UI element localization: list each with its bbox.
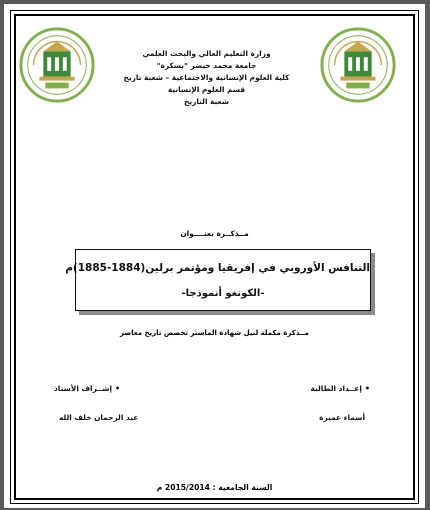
branch-name: شعبة التاريخ (184, 97, 229, 106)
university-logo-right (319, 26, 397, 104)
university-name: جامعة محمد خيضر "بسكرة" (156, 61, 257, 70)
degree-line: مــذكرة مكملة لنيل شهادة الماستر تخصص تاريخ معاصر (120, 329, 309, 337)
university-logo-left (18, 26, 96, 104)
document-page (4, 4, 425, 508)
bullet-icon: • (115, 384, 121, 393)
student-label: •إعــداد الطالبة (310, 384, 370, 393)
thesis-subtitle: -الكونغو أنموذجا- (181, 288, 265, 299)
supervisor-name: عبد الرحمان خلف الله (59, 413, 139, 422)
title-box (65, 249, 371, 311)
memo-label: مــذكــرة بعنــــوان (180, 229, 249, 238)
bullet-icon: • (364, 384, 370, 393)
supervisor-label: •إشــراف الأستاذ (54, 384, 121, 393)
student-name: أسماء عميرة (319, 413, 365, 422)
academic-year: السنة الجامعية : 2015/2014 م (156, 483, 273, 492)
faculty-name: كلية العلوم الإنسانية والاجتماعية – شعبة تاريخ (123, 73, 290, 82)
thesis-title-text: التنافس الأوروبي في إفريقيا ومؤتمر برلين (145, 262, 370, 274)
ministry-name: وزارة التعليم العالي والبحث العلمي (142, 49, 271, 58)
university-seal-icon (18, 26, 96, 104)
department-name: قسم العلوم الإنسانية (167, 85, 246, 94)
thesis-title (65, 262, 370, 274)
thesis-title-years: (1884-1885)م (65, 262, 146, 274)
university-seal-icon (319, 26, 397, 104)
